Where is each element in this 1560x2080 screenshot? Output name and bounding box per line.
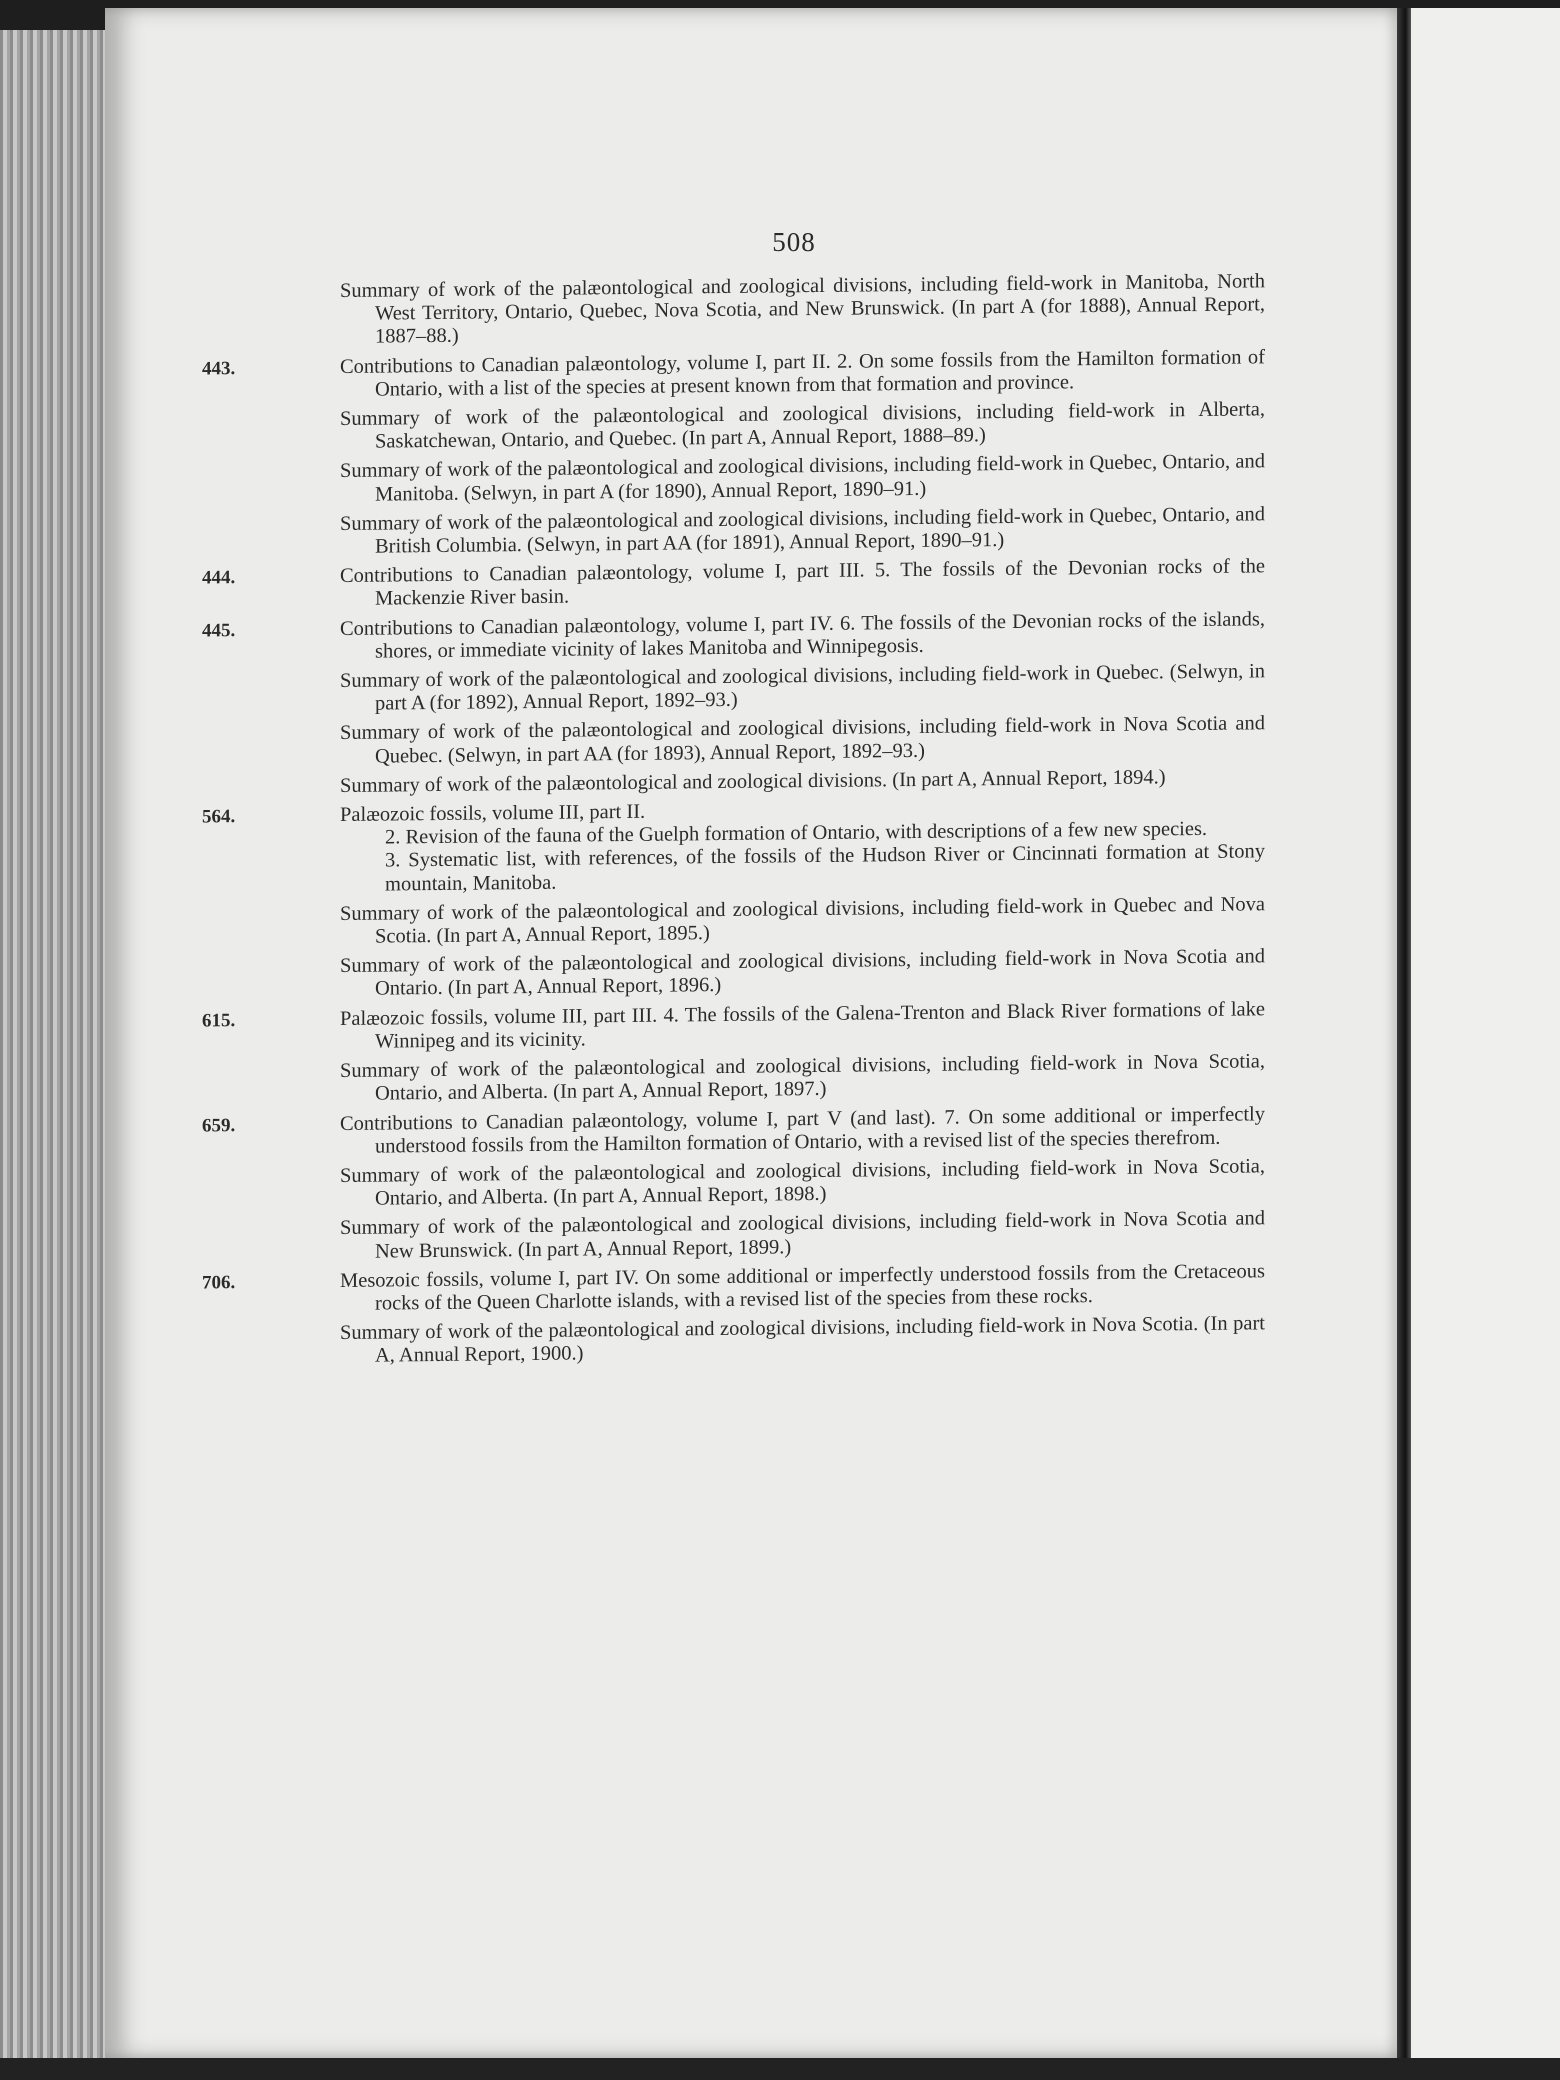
bibliography-entry: [202, 1102, 1265, 1159]
bibliography-entry: [340, 1155, 1265, 1211]
entry-text: Palæozoic fossils, volume III, part II.: [340, 800, 646, 827]
entry-text: Summary of work of the palæontological and zoological divisions, including field-work in Quebec and Nova Scotia. (In part A, Annual Report, 1895.): [340, 893, 1265, 948]
bibliography-entry: [202, 555, 1265, 612]
entry-text: Summary of work of the palæontological and zoological divisions, including field-work in Nova Scotia and Quebec. (Selwyn, in part AA (for 1893), Annual Report, 1892–93.): [340, 712, 1265, 768]
entry-text: Summary of work of the palæontological and zoological divisions. (In part A, Annual Report, 1894.): [340, 766, 1166, 797]
bibliography-entry: [340, 765, 1265, 798]
bibliography-entry: [202, 607, 1265, 664]
bibliography-entry: [202, 1260, 1265, 1316]
facing-page-edge: [1411, 8, 1560, 2068]
bibliography-entry: [340, 503, 1265, 559]
entry-text: Mesozoic fossils, volume I, part IV. On some additional or imperfectly understood fossils from the Cretaceous rocks of the Queen Charlotte islands, with a revised list of the species from these rocks.: [340, 1260, 1265, 1315]
bibliography-entry: [340, 893, 1265, 949]
bibliography-entry: [202, 345, 1265, 402]
entry-text: Contributions to Canadian palæontology, volume I, part V (and last). 7. On some additional or imperfectly understood fossils from the Hamilton formation of Ontario, with a revised list of the species therefrom.: [340, 1102, 1265, 1158]
page-number: 508: [772, 227, 816, 257]
bibliography-entry: [340, 1312, 1265, 1368]
entry-number: 615.: [202, 1009, 236, 1032]
entry-text: Palæozoic fossils, volume III, part III. 4. The fossils of the Galena-Trenton and Black River formations of lake Winnipeg and its vicinity.: [340, 998, 1265, 1053]
bibliography-entry: [340, 1208, 1265, 1264]
bibliography-entry: [340, 398, 1265, 454]
entry-text: Contributions to Canadian palæontology, volume I, part IV. 6. The fossils of the Devonian rocks of the islands, shores, or immediate vicinity of lakes Manitoba and Winnipegosis.: [340, 607, 1265, 663]
entry-number: 443.: [202, 357, 236, 380]
bibliography-entry: [340, 1050, 1265, 1106]
bibliography-entry: [340, 270, 1265, 349]
entry-text: Summary of work of the palæontological and zoological divisions, including field-work in Quebec, Ontario, and Manitoba. (Selwyn, in part A (for 1890), Annual Report, 1890–91.): [340, 450, 1265, 506]
bibliography-entry: [340, 451, 1265, 507]
bibliography-entry: [340, 660, 1265, 716]
book-page-edges: [0, 30, 110, 2080]
entry-text: Summary of work of the palæontological and zoological divisions, including field-work in Nova Scotia, Ontario, and Alberta. (In part A, Annual Report, 1897.): [340, 1050, 1265, 1105]
entry-number: 659.: [202, 1114, 236, 1136]
scan-border: [0, 2058, 1560, 2080]
bibliography-list: [202, 270, 1265, 1374]
entry-subitem: 3. Systematic list, with references, of the fossils of the Hudson River or Cincinnati formation at Stony mountain, Manitoba.: [385, 840, 1265, 896]
entry-text: Summary of work of the palæontological and zoological divisions, including field-work in Manitoba, North West Territory, Ontario, Quebec, Nova Scotia, and New Brunswick. (In part A (for 1888), Annual Report, 1887–88.): [340, 270, 1265, 349]
entry-number: 444.: [202, 567, 236, 589]
bibliography-entry: [202, 998, 1265, 1054]
entry-text: Summary of work of the palæontological and zoological divisions, including field-work in Nova Scotia and New Brunswick. (In part A, Annual Report, 1899.): [340, 1207, 1265, 1263]
entry-text: Contributions to Canadian palæontology, volume I, part III. 5. The fossils of the Devonian rocks of the Mackenzie River basin.: [340, 555, 1265, 611]
bibliography-entry: [340, 946, 1265, 1002]
entry-number: 564.: [202, 806, 236, 828]
entry-text: Summary of work of the palæontological and zoological divisions, including field-work in Nova Scotia, Ontario, and Alberta. (In part A, Annual Report, 1898.): [340, 1155, 1265, 1210]
entry-subitem: 2. Revision of the fauna of the Guelph formation of Ontario, with descriptions of a few new species.: [385, 818, 1208, 849]
bibliography-entry: [340, 713, 1265, 769]
entry-text: Contributions to Canadian palæontology, volume I, part II. 2. On some fossils from the Hamilton formation of Ontario, with a list of the species at present known from that formation and province.: [340, 345, 1265, 401]
entry-text: Summary of work of the palæontological and zoological divisions, including field-work in Alberta, Saskatchewan, Ontario, and Quebec. (In part A, Annual Report, 1888–89.): [340, 398, 1265, 453]
entry-number: 706.: [202, 1271, 236, 1294]
entry-text: Summary of work of the palæontological and zoological divisions, including field-work in Quebec. (Selwyn, in part A (for 1892), Annual Report, 1892–93.): [340, 660, 1265, 715]
book-gutter: [1397, 8, 1411, 2068]
bibliography-entry: [202, 794, 1265, 896]
entry-number: 445.: [202, 619, 236, 642]
entry-text: Summary of work of the palæontological and zoological divisions, including field-work in Nova Scotia. (In part A, Annual Report, 1900.): [340, 1312, 1265, 1367]
entry-text: Summary of work of the palæontological and zoological divisions, including field-work in Quebec, Ontario, and British Columbia. (Selwyn, in part AA (for 1891), Annual Report, 1890–91.): [340, 503, 1265, 558]
entry-text: Summary of work of the palæontological and zoological divisions, including field-work in Nova Scotia and Ontario. (In part A, Annual Report, 1896.): [340, 945, 1265, 1001]
